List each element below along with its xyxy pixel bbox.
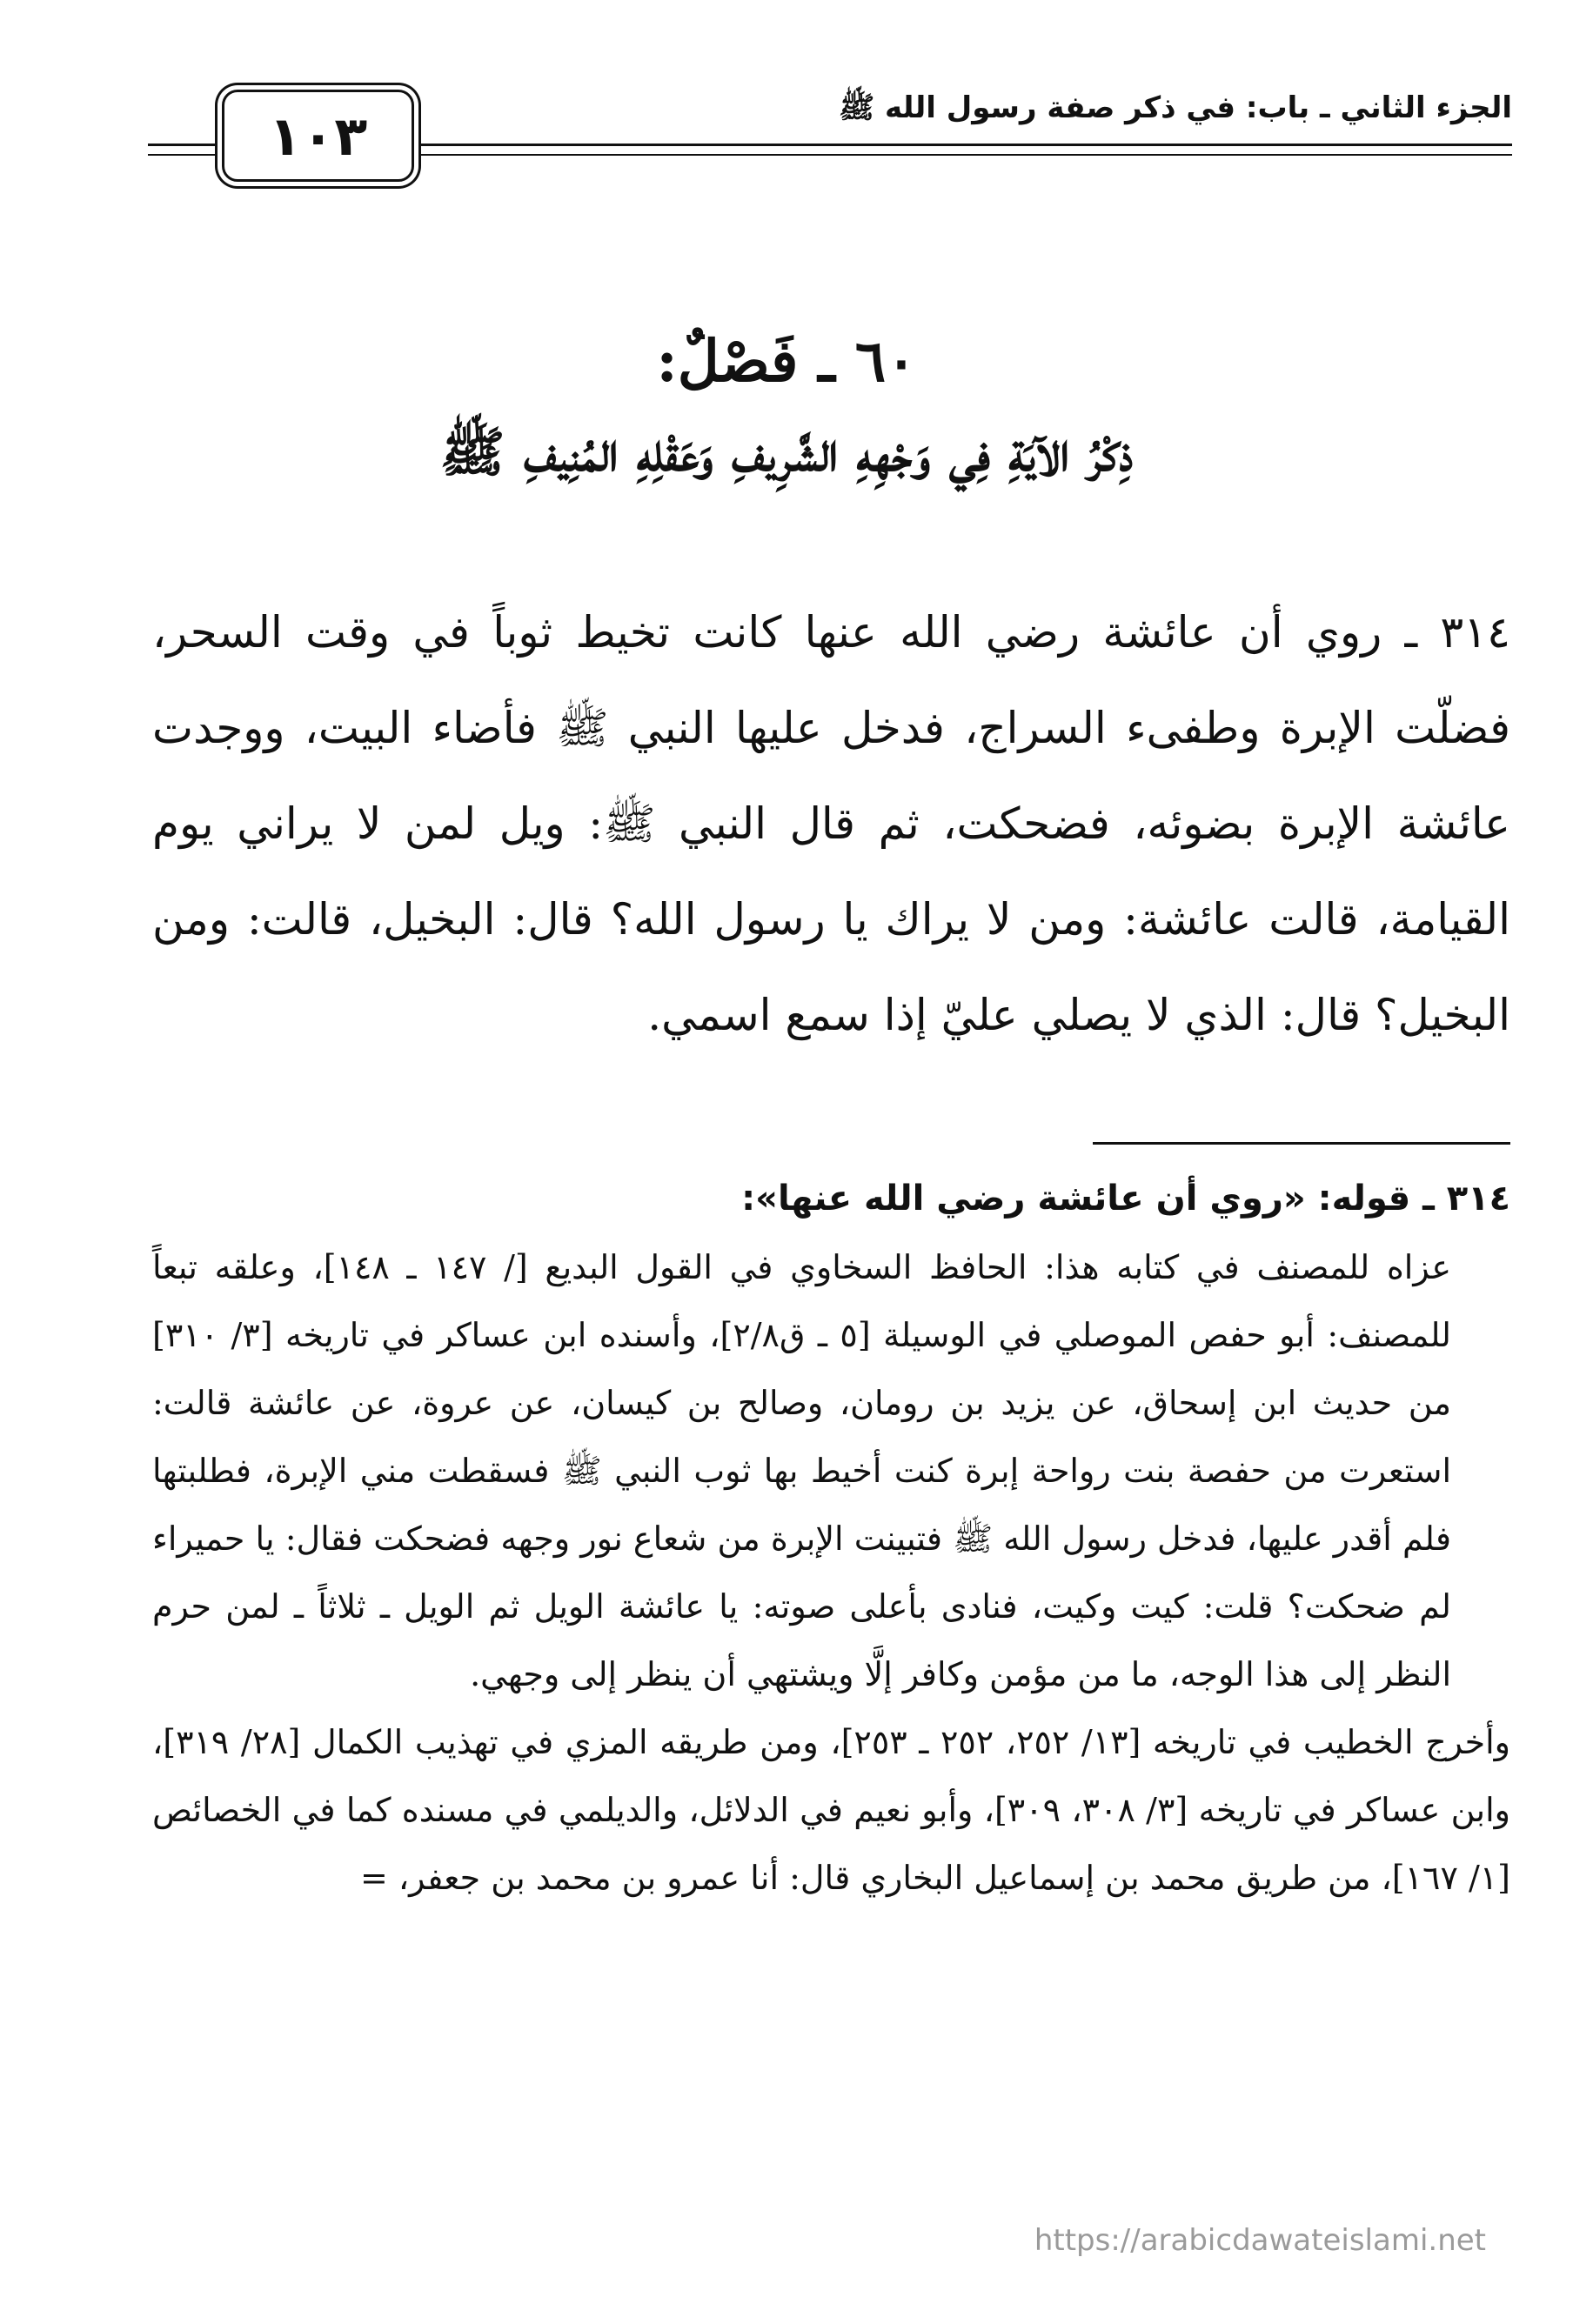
- section-heading: ٦٠ ـ فَصْلٌ:: [656, 327, 917, 395]
- page-number-frame: [222, 90, 414, 182]
- main-text-paragraph: ٣١٤ ـ روي أن عائشة رضي الله عنها كانت تخيط ثوباً في وقت السحر، فضلّت الإبرة وطفىء السراج، فدخل عليها النبي ﷺ فأضاء البيت، ووجدت عائشة الإبرة بضوئه، فضحكت، ثم قال النبي ﷺ: ويل لمن لا يراني يوم القيامة، قالت عائشة: ومن لا يراك يا رسول الله؟ قال: البخيل، قالت: ومن البخيل؟ قال: الذي لا يصلي عليّ إذا سمع اسمي.: [152, 607, 1510, 1040]
- watermark-url: https://arabicdawateislami.net: [1034, 2223, 1486, 2258]
- footnote-heading: ٣١٤ ـ قوله: «روي أن عائشة رضي الله عنها»:: [741, 1179, 1510, 1219]
- header-title: الجزء الثاني ـ باب: في ذكر صفة رسول الله ﷺ: [839, 90, 1512, 125]
- footnote-paragraph: عزاه للمصنف في كتابه هذا: الحافظ السخاوي في القول البديع [/ ١٤٧ ـ ١٤٨]، وعلقه تبعاً للمصنف: أبو حفص الموصلي في الوسيلة [٥ ـ ق٢/٨]، وأسنده ابن عساكر في تاريخه [٣/ ٣١٠] من حديث ابن إسحاق، عن يزيد بن رومان، وصالح بن كيسان، عن عروة، عن عائشة قالت: استعرت من حفصة بنت رواحة إبرة كنت أخيط بها ثوب النبي ﷺ فسقطت مني الإبرة، فطلبتها فلم أقدر عليها، فدخل رسول الله ﷺ فتبينت الإبرة من شعاع نور وجهه فضحكت فقال: يا حميراء لم ضحكت؟ قلت: كيت وكيت، فنادى بأعلى صوته: يا عائشة الويل ثم الويل ـ ثلاثاً ـ لمن حرم النظر إلى هذا الوجه، ما من مؤمن وكافر إلَّا ويشتهي أن ينظر إلى وجهي.: [152, 1248, 1452, 1693]
- page-number: ١٠٣: [268, 104, 368, 168]
- section-subheading: ذِكْرُ الآيَةِ فِي وَجْهِهِ الشَّرِيفِ وَعَقْلِهِ المُنِيفِ ﷺ: [439, 420, 1134, 484]
- footnote-body: [152, 1233, 1511, 1912]
- footnote-separator: [1093, 1142, 1510, 1145]
- running-header: [148, 83, 1512, 187]
- footnote-paragraph: وأخرج الخطيب في تاريخه [١٣/ ٢٥٢، ٢٥٢ ـ ٢٥٣]، ومن طريقه المزي في تهذيب الكمال [٢٨/ ٣١٩]، وابن عساكر في تاريخه [٣/ ٣٠٨، ٣٠٩]، وأبو نعيم في الدلائل، والديلمي في مسنده كما في الخصائص [١/ ١٦٧]، من طريق محمد بن إسماعيل البخاري قال: أنا عمرو بن محمد بن جعفر، =: [152, 1723, 1511, 1897]
